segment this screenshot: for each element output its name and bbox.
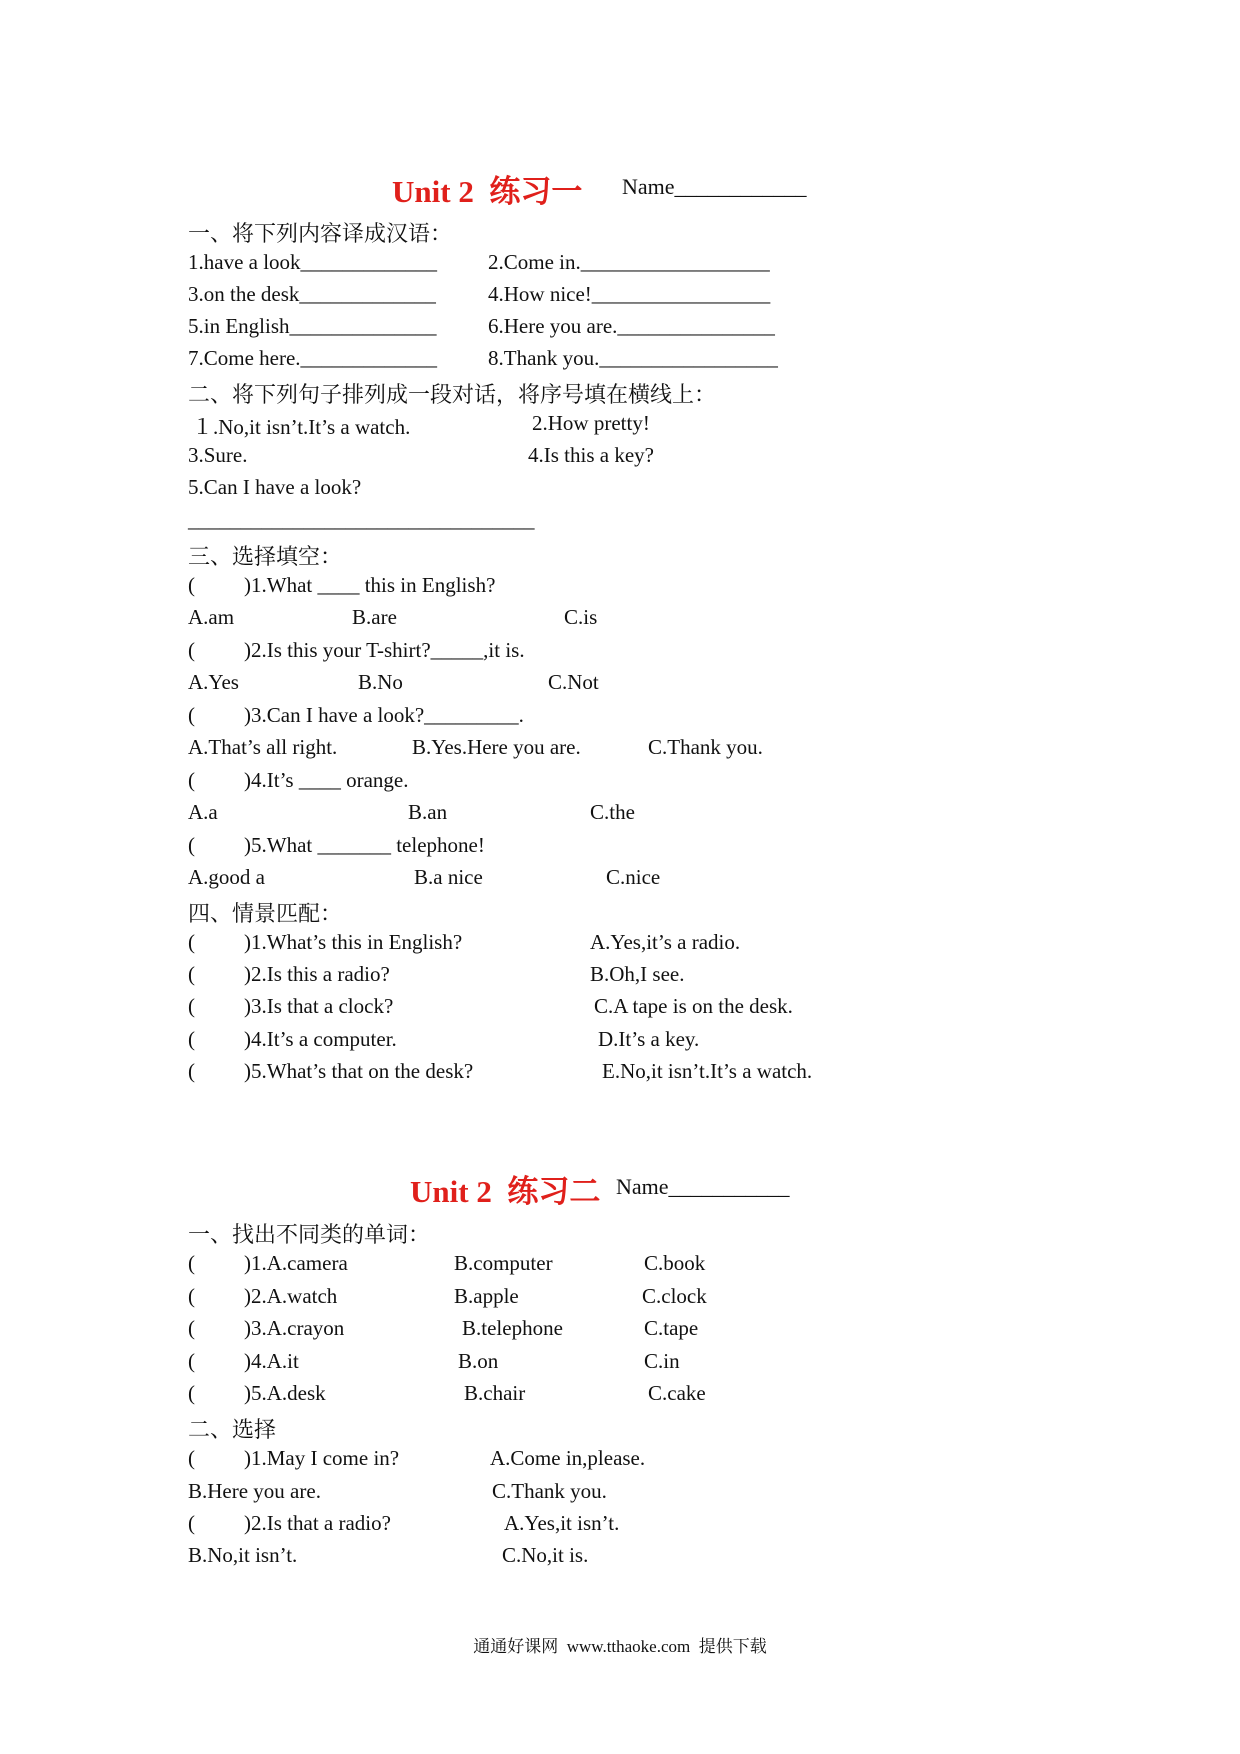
option-a: A.That’s all right. — [188, 735, 338, 759]
option-b: B.Here you are. — [188, 1479, 321, 1503]
dialog-sentence: 3.Sure. — [188, 443, 248, 467]
options-row — [188, 1479, 607, 1509]
question-text: )3.Can I have a look?_________. — [244, 703, 524, 727]
option-c: C.No,it is. — [502, 1543, 589, 1567]
odd-one-out-row — [188, 1251, 706, 1281]
p1-sec1-heading: 一、将下列内容译成汉语： — [188, 221, 453, 246]
answer-blank[interactable]: ( — [188, 1446, 195, 1470]
option-b: B.a nice — [414, 865, 483, 889]
answer-blank[interactable]: ( — [188, 768, 195, 792]
match-answer: A.Yes,it’s a radio. — [590, 930, 741, 954]
question-text: )1.May I come in? — [244, 1446, 400, 1470]
translate-item[interactable]: 6.Here you are._______________ — [488, 314, 775, 338]
match-row — [188, 1027, 700, 1057]
p1-sec3-heading: 三、选择填空： — [188, 544, 343, 569]
word-option-a: )1.A.camera — [244, 1251, 348, 1275]
answer-blank[interactable]: ( — [188, 703, 195, 727]
options-row — [188, 670, 599, 700]
p1-sec1-row — [188, 346, 778, 376]
p1-sec1-row — [188, 282, 771, 312]
answer-blank[interactable]: ( — [188, 1511, 195, 1535]
options-row — [188, 865, 661, 895]
option-c: C.nice — [606, 865, 661, 889]
option-b: B.No,it isn’t. — [188, 1543, 298, 1567]
part1-name-field[interactable]: Name____________ — [622, 174, 807, 199]
option-a: A.Yes,it isn’t. — [504, 1511, 620, 1535]
answer-blank[interactable]: ( — [188, 994, 195, 1018]
option-c: C.Not — [548, 670, 599, 694]
option-a: A.Yes — [188, 670, 239, 694]
word-option-a: )4.A.it — [244, 1349, 299, 1373]
dialog-sentence: 5.Can I have a look? — [188, 475, 362, 499]
match-row — [188, 1059, 813, 1089]
word-option-b: B.chair — [464, 1381, 526, 1405]
answer-blank[interactable]: ( — [188, 962, 195, 986]
option-a: A.am — [188, 605, 235, 629]
option-b: B.No — [358, 670, 403, 694]
p1-sec4-heading: 四、情景匹配： — [188, 901, 343, 926]
option-c: C.Thank you. — [492, 1479, 607, 1503]
option-b: B.an — [408, 800, 448, 824]
answer-blank[interactable]: ( — [188, 833, 195, 857]
question-row — [188, 573, 496, 603]
option-a: A.Come in,please. — [490, 1446, 646, 1470]
answer-blank[interactable]: ( — [188, 1316, 195, 1340]
match-question: )4.It’s a computer. — [244, 1027, 397, 1051]
word-option-a: )2.A.watch — [244, 1284, 338, 1308]
dialog-sentence: １.No,it isn’t.It’s a watch. — [192, 415, 411, 439]
dialog-sentence: 2.How pretty! — [532, 411, 650, 435]
translate-item[interactable]: 1.have a look_____________ — [188, 250, 438, 274]
translate-item[interactable]: 3.on the desk_____________ — [188, 282, 436, 306]
question-row — [188, 638, 525, 668]
answer-blank[interactable]: ( — [188, 573, 195, 597]
match-row — [188, 994, 793, 1024]
options-row — [188, 735, 763, 765]
p1-sec2-row — [188, 443, 654, 473]
question-text: )2.Is that a radio? — [244, 1511, 391, 1535]
answer-blank[interactable]: ( — [188, 1027, 195, 1051]
p1-sec1-row — [188, 314, 775, 344]
match-answer: C.A tape is on the desk. — [594, 994, 793, 1018]
odd-one-out-row — [188, 1316, 699, 1346]
question-row — [188, 833, 485, 863]
translate-item[interactable]: 4.How nice!_________________ — [488, 282, 771, 306]
option-b: B.are — [352, 605, 397, 629]
question-text: )1.What ____ this in English? — [244, 573, 496, 597]
answer-blank[interactable]: ( — [188, 1381, 195, 1405]
word-option-b: B.telephone — [462, 1316, 563, 1340]
dialog-sentence: 4.Is this a key? — [528, 443, 654, 467]
p1-sec2-row — [188, 411, 650, 441]
p1-sec2-answer-line[interactable]: _________________________________ — [188, 508, 535, 532]
odd-one-out-row — [188, 1381, 706, 1411]
option-c: C.Thank you. — [648, 735, 763, 759]
translate-item[interactable]: 8.Thank you._________________ — [488, 346, 778, 370]
match-question: )1.What’s this in English? — [244, 930, 463, 954]
options-row — [188, 800, 635, 830]
match-question: )3.Is that a clock? — [244, 994, 394, 1018]
word-option-b: B.on — [458, 1349, 499, 1373]
question-text: )4.It’s ____ orange. — [244, 768, 409, 792]
word-option-c: C.clock — [642, 1284, 707, 1308]
answer-blank[interactable]: ( — [188, 638, 195, 662]
match-answer: B.Oh,I see. — [590, 962, 685, 986]
option-a: A.a — [188, 800, 218, 824]
word-option-c: C.cake — [648, 1381, 706, 1405]
part2-title: Unit 2 练习二 — [410, 1174, 601, 1209]
match-answer: E.No,it isn’t.It’s a watch. — [602, 1059, 813, 1083]
question-text: )2.Is this your T-shirt?_____,it is. — [244, 638, 525, 662]
match-row — [188, 962, 685, 992]
part2-name-field[interactable]: Name___________ — [616, 1174, 790, 1199]
match-row — [188, 930, 741, 960]
word-option-a: )3.A.crayon — [244, 1316, 345, 1340]
p1-sec2-heading: 二、将下列句子排列成一段对话，将序号填在横线上： — [188, 382, 717, 407]
part1-title-row — [0, 160, 1240, 210]
p1-sec2-row — [188, 475, 362, 505]
word-option-b: B.computer — [454, 1251, 553, 1275]
choice-row — [188, 1511, 620, 1541]
answer-blank[interactable]: ( — [188, 1059, 195, 1083]
translate-item[interactable]: 7.Come here._____________ — [188, 346, 438, 370]
answer-blank[interactable]: ( — [188, 1251, 195, 1275]
choice-row — [188, 1446, 646, 1476]
p2-sec2-heading: 二、选择 — [188, 1417, 277, 1442]
answer-blank[interactable]: ( — [188, 930, 195, 954]
word-option-c: C.in — [644, 1349, 680, 1373]
odd-one-out-row — [188, 1349, 680, 1379]
option-c: C.is — [564, 605, 598, 629]
word-option-c: C.tape — [644, 1316, 699, 1340]
translate-item[interactable]: 5.in English______________ — [188, 314, 437, 338]
part2-title-row — [0, 1160, 1240, 1210]
odd-one-out-row — [188, 1284, 707, 1314]
option-a: A.good a — [188, 865, 265, 889]
option-b: B.Yes.Here you are. — [412, 735, 581, 759]
question-text: )5.What _______ telephone! — [244, 833, 485, 857]
p2-sec1-heading: 一、找出不同类的单词： — [188, 1222, 431, 1247]
match-question: )2.Is this a radio? — [244, 962, 390, 986]
answer-blank[interactable]: ( — [188, 1284, 195, 1308]
options-row — [188, 1543, 589, 1573]
translate-item[interactable]: 2.Come in.__________________ — [488, 250, 770, 274]
word-option-c: C.book — [644, 1251, 706, 1275]
option-c: C.the — [590, 800, 635, 824]
part1-title: Unit 2 练习一 — [392, 174, 583, 209]
question-row — [188, 768, 409, 798]
p1-sec1-row — [188, 250, 770, 280]
match-answer: D.It’s a key. — [598, 1027, 700, 1051]
word-option-a: )5.A.desk — [244, 1381, 326, 1405]
options-row — [188, 605, 598, 635]
question-row — [188, 703, 524, 733]
answer-blank[interactable]: ( — [188, 1349, 195, 1373]
match-question: )5.What’s that on the desk? — [244, 1059, 474, 1083]
word-option-b: B.apple — [454, 1284, 519, 1308]
footer-source: 通通好课网 www.tthaoke.com 提供下载 — [473, 1637, 767, 1656]
